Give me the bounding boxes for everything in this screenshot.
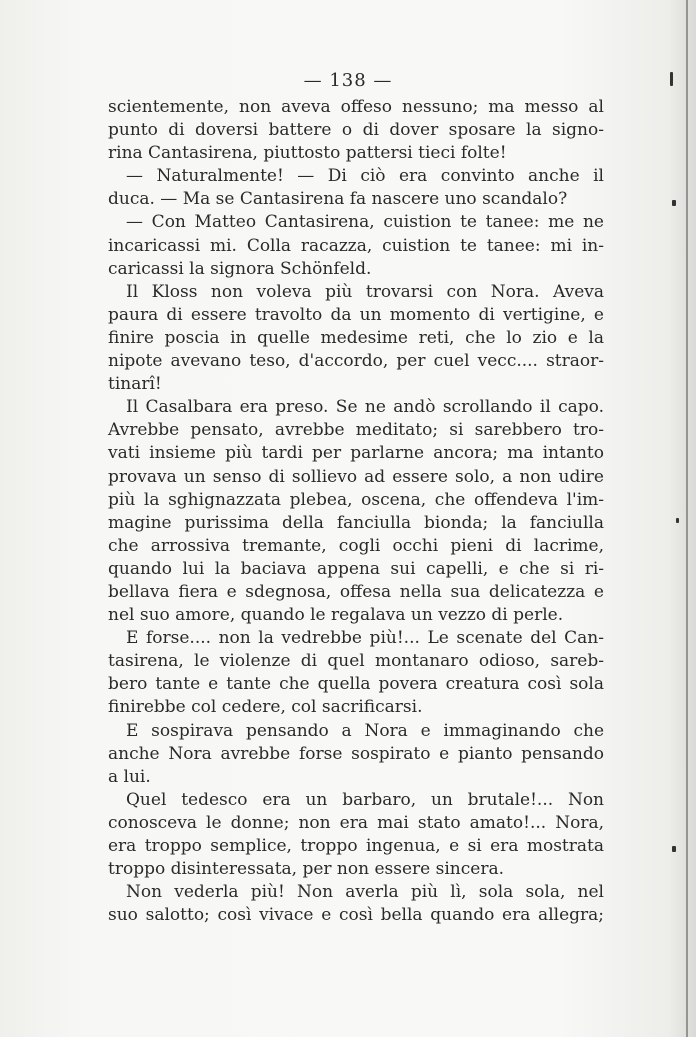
text-line: nel suo amore, quando le regalava un vezzo di perle. <box>108 605 564 626</box>
scan-speck <box>672 200 676 206</box>
paragraph <box>108 96 604 165</box>
scan-speck <box>676 518 679 523</box>
paragraph <box>108 627 604 719</box>
text-line: — Con Matteo Cantasirena, cuistion te tanee: me ne <box>126 212 604 233</box>
text-line: scientemente, non aveva offeso nessuno; ma messo al <box>108 97 604 117</box>
text-line: troppo disinteressata, per non essere sincera. <box>108 859 504 880</box>
text-line: incaricassi mi. Colla racazza, cuistion te tanee: mi in- <box>108 235 604 256</box>
text-line: che arrossiva tremante, cogli occhi pieni di lacrime, <box>108 535 604 556</box>
text-line: punto di doversi battere o di dover sposare la signo- <box>108 120 604 141</box>
scan-speck <box>670 72 673 86</box>
text-line: — Naturalmente! — Di ciò era convinto anche il <box>126 166 604 187</box>
text-line: duca. — Ma se Cantasirena fa nascere uno scandalo? <box>108 189 568 210</box>
text-line: magine purissima della fanciulla bionda; la fanciulla <box>108 512 604 533</box>
paragraph <box>108 881 604 927</box>
text-line: bellava fiera e sdegnosa, offesa nella sua delicatezza e <box>108 581 604 602</box>
text-line: E forse.... non la vedrebbe più!... Le scenate del Can- <box>126 628 604 649</box>
text-line: nipote avevano teso, d'accordo, per cuel vecc.... straor- <box>108 351 604 372</box>
body-text <box>108 96 604 927</box>
page-edge-shadow <box>686 0 688 1037</box>
paragraph <box>108 281 604 396</box>
text-line: Il Kloss non voleva più trovarsi con Nora. Aveva <box>126 281 604 302</box>
text-line: Non vederla più! Non averla più lì, sola sola, nel <box>126 882 604 903</box>
scan-speck <box>672 846 676 852</box>
text-line: suo salotto; così vivace e così bella quando era allegra; <box>108 905 604 926</box>
text-line: più la sghignazzata plebea, oscena, che offendeva l'im- <box>108 489 604 510</box>
text-line: paura di essere travolto da un momento di vertigine, e <box>108 304 604 325</box>
text-line: Il Casalbara era preso. Se ne andò scrollando il capo. <box>126 397 604 418</box>
text-line: anche Nora avrebbe forse sospirato e pianto pensando <box>108 743 604 764</box>
text-line: vati insieme più tardi per parlarne ancora; ma intanto <box>108 443 604 464</box>
text-line: finirebbe col cedere, col sacrificarsi. <box>108 697 423 718</box>
paragraph <box>108 165 604 211</box>
page-number: — 138 — <box>303 70 393 91</box>
text-line: quando lui la baciava appena sui capelli, e che si ri- <box>108 558 604 579</box>
text-line: tasirena, le violenze di quel montanaro odioso, sareb- <box>108 651 604 672</box>
paragraph <box>108 720 604 789</box>
text-line: conosceva le donne; non era mai stato amato!... Nora, <box>108 812 604 833</box>
paragraph <box>108 396 604 627</box>
text-line: a lui. <box>108 766 151 787</box>
text-line: rina Cantasirena, piuttosto pattersi tieci folte! <box>108 143 507 164</box>
text-line: era troppo semplice, troppo ingenua, e si era mostrata <box>108 836 604 856</box>
text-line: tinarî! <box>108 374 162 395</box>
text-line: finire poscia in quelle medesime reti, che lo zio e la <box>108 327 604 348</box>
text-line: Quel tedesco era un barbaro, un brutale!... Non <box>126 789 604 810</box>
paragraph <box>108 789 604 881</box>
text-line: E sospirava pensando a Nora e immaginando che <box>126 720 604 741</box>
paragraph <box>108 211 604 280</box>
text-line: caricassi la signora Schönfeld. <box>108 258 372 279</box>
text-line: bero tante e tante che quella povera creatura così sola <box>108 674 604 695</box>
text-line: provava un senso di sollievo ad essere solo, a non udire <box>108 466 604 487</box>
text-line: Avrebbe pensato, avrebbe meditato; si sarebbero tro- <box>108 420 604 441</box>
